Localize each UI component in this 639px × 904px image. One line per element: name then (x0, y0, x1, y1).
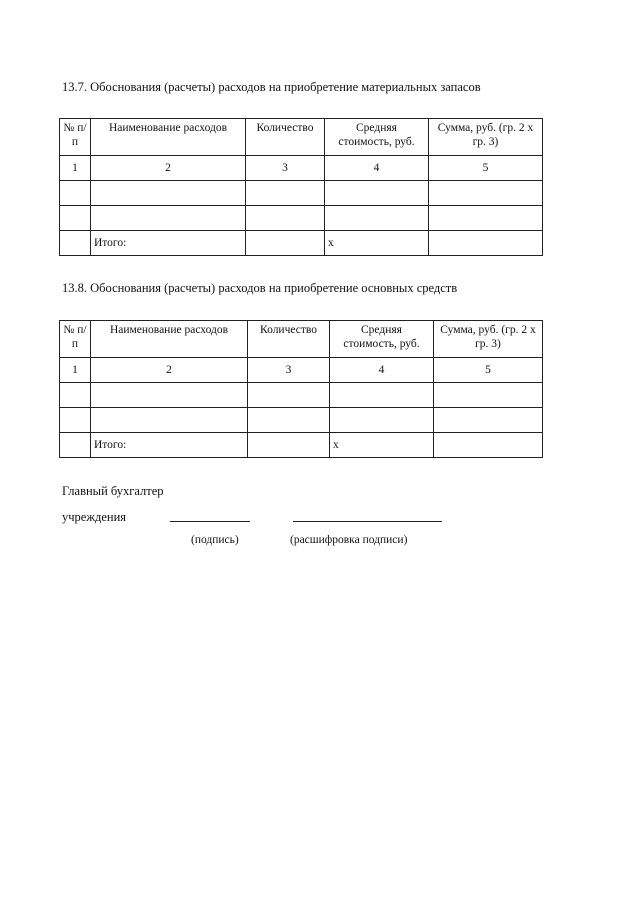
total-row (60, 231, 543, 256)
signature-decoding-caption: (расшифровка подписи) (290, 534, 408, 546)
column-number-cell: 4 (325, 156, 429, 181)
header-cell-quantity: Количество (246, 119, 325, 156)
total-label: Итого: (91, 433, 248, 458)
institution-label: учреждения (62, 510, 127, 524)
header-cell-avg-cost: Средняя стоимость, руб. (330, 321, 434, 358)
empty-cell[interactable] (325, 181, 429, 206)
empty-cell[interactable] (246, 181, 325, 206)
header-cell-avg-cost: Средняя стоимость, руб. (325, 119, 429, 156)
empty-cell[interactable] (246, 206, 325, 231)
empty-cell[interactable] (434, 383, 543, 408)
materials-table (59, 118, 543, 256)
empty-cell[interactable] (91, 383, 248, 408)
table-row (60, 383, 543, 408)
empty-cell[interactable] (429, 206, 543, 231)
empty-cell[interactable] (434, 408, 543, 433)
empty-cell[interactable] (330, 408, 434, 433)
column-number-cell: 1 (60, 156, 91, 181)
empty-cell (60, 231, 91, 256)
empty-cell[interactable] (91, 181, 246, 206)
header-cell-number: № п/п (60, 321, 91, 358)
empty-cell (60, 433, 91, 458)
empty-cell[interactable] (91, 206, 246, 231)
column-number-cell: 1 (60, 358, 91, 383)
total-mark: х (325, 231, 429, 256)
table-header-row (60, 119, 543, 156)
total-mark: х (330, 433, 434, 458)
table-row (60, 408, 543, 433)
header-cell-number: № п/п (60, 119, 91, 156)
header-cell-sum: Сумма, руб. (гр. 2 х гр. 3) (429, 119, 543, 156)
column-number-cell: 4 (330, 358, 434, 383)
header-cell-name: Наименование расходов (91, 321, 248, 358)
empty-cell[interactable] (60, 383, 91, 408)
empty-cell[interactable] (248, 433, 330, 458)
fixed-assets-table (59, 320, 543, 458)
signature-line[interactable] (170, 521, 250, 522)
section-title-fixed-assets: 13.8. Обоснования (расчеты) расходов на приобретение основных средств (62, 281, 458, 295)
table-row (60, 206, 543, 231)
empty-cell[interactable] (246, 231, 325, 256)
empty-cell[interactable] (325, 206, 429, 231)
header-cell-sum: Сумма, руб. (гр. 2 х гр. 3) (434, 321, 543, 358)
column-number-cell: 2 (91, 358, 248, 383)
total-label: Итого: (91, 231, 246, 256)
chief-accountant-label: Главный бухгалтер (62, 484, 164, 498)
column-number-row (60, 358, 543, 383)
header-cell-name: Наименование расходов (91, 119, 246, 156)
column-number-cell: 3 (248, 358, 330, 383)
column-number-cell: 2 (91, 156, 246, 181)
column-number-cell: 5 (434, 358, 543, 383)
empty-cell[interactable] (429, 181, 543, 206)
section-title-materials: 13.7. Обоснования (расчеты) расходов на приобретение материальных запасов (62, 80, 481, 94)
empty-cell[interactable] (434, 433, 543, 458)
empty-cell[interactable] (60, 408, 91, 433)
table-header-row (60, 321, 543, 358)
empty-cell[interactable] (60, 206, 91, 231)
empty-cell[interactable] (429, 231, 543, 256)
signature-decoding-line[interactable] (293, 521, 442, 522)
table-row (60, 181, 543, 206)
empty-cell[interactable] (60, 181, 91, 206)
empty-cell[interactable] (248, 408, 330, 433)
signature-caption: (подпись) (191, 534, 239, 546)
total-row (60, 433, 543, 458)
empty-cell[interactable] (330, 383, 434, 408)
header-cell-quantity: Количество (248, 321, 330, 358)
column-number-cell: 3 (246, 156, 325, 181)
column-number-cell: 5 (429, 156, 543, 181)
empty-cell[interactable] (91, 408, 248, 433)
column-number-row (60, 156, 543, 181)
empty-cell[interactable] (248, 383, 330, 408)
